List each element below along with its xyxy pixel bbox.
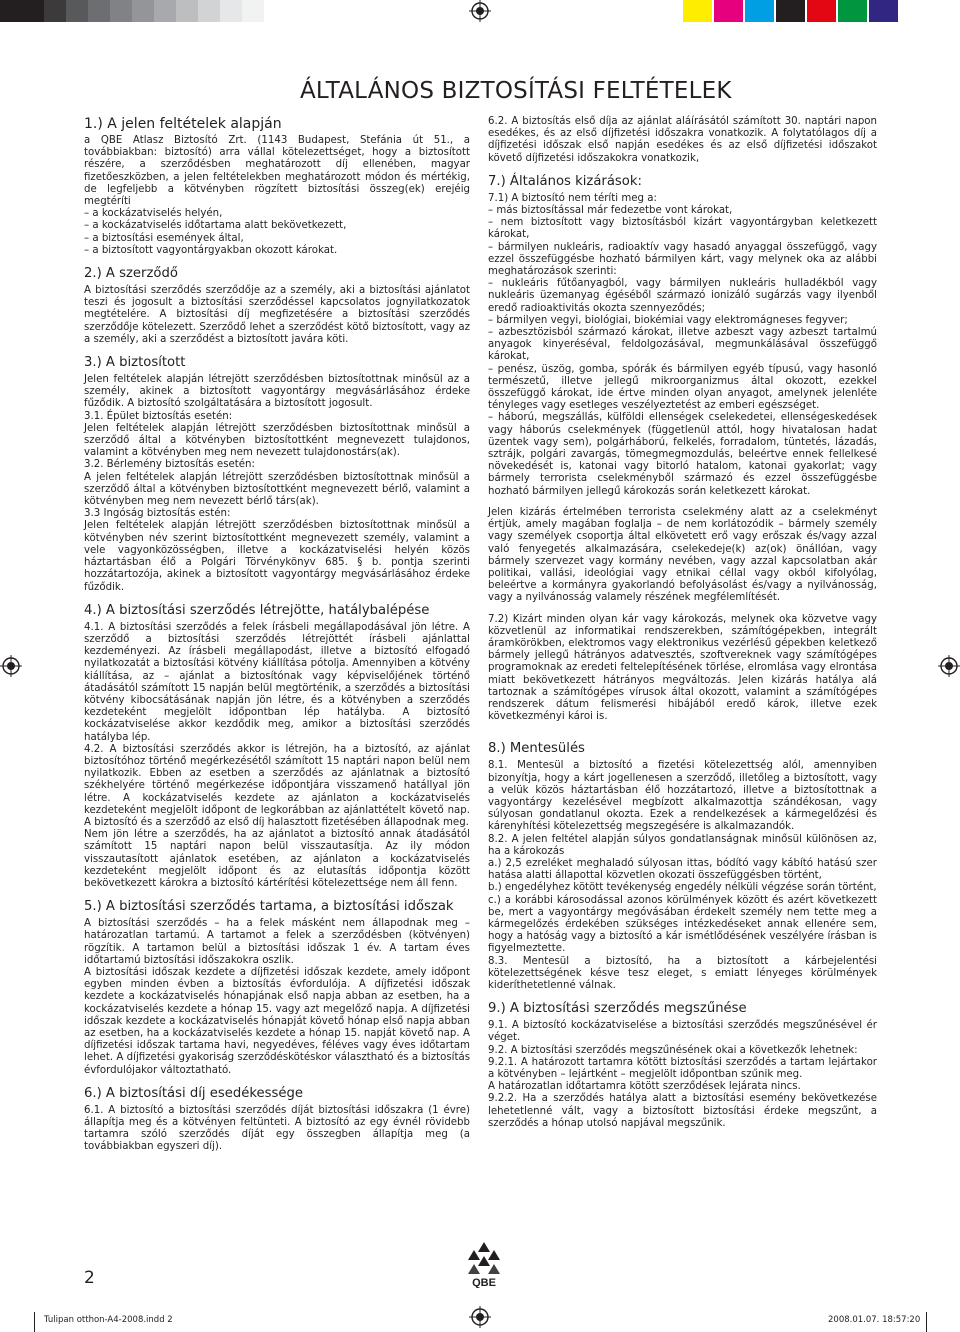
paragraph: b.) engedélyhez kötött tevékenység engedély nélküli végzése során történt, <box>488 882 877 894</box>
section-heading: 4.) A biztosítási szerződés létrejötte, hatálybalépése <box>84 602 430 618</box>
paragraph: 7.2) Kizárt minden olyan kár vagy károkozás, melynek oka közvetve vagy közvetlenül az informatikai rendszerekben, számítógépekben, integrált áramkörökben, elektromos vagy elektronikus vezérlésű gépekben keletkező bármely jellegű hátrányos adatvesztés, szoftvereknek vagy számítógépes programoknak az eredeti feltelepítésének törlése, elromlása vagy elrontása miatt bekövetkezett hátrányos megváltozás. Jelen kizárás hatálya alá tartoznak a számítógépes vírusok által okozott, valamint a számítógépes rendszerek dátum felismerési hibájából eredő károk, illetve ezek következményi károi is. <box>488 613 877 723</box>
gray-swatch <box>242 0 265 22</box>
process-color-swatch <box>714 0 743 22</box>
crop-mark <box>926 1312 927 1332</box>
paragraph: Jelen kizárás értelmében terrorista cselekmény alatt az a cselekményt értjük, amely magában foglalja – de nem korlátozódik – bármely személy vagy személyek csoportja által elkövetett erő vagy erőszak és/vagy azzal való fenyegetés alkalmazására, cselekedeje(k) az(ok) önállóan, vagy bármely szervezet vagy kormány nevében, vagy azzal kapcsolatban akár politikai, vallási, ideológiai vagy etnikai céllal vagy okból kifolyólag, beleértve a kormányra gyakorlandó befolyásolást és/vagy a nyilvánosság, vagy a nyilvánosság valamely részének megfélemlítését. <box>488 506 877 604</box>
section-heading: 8.) Mentesülés <box>488 741 585 757</box>
gray-swatch <box>176 0 199 22</box>
paragraph: 9.1. A biztosító kockázatviselése a biztosítási szerződés megszűnésével ér véget. <box>488 1020 877 1044</box>
left-column <box>84 116 470 1154</box>
process-color-swatch <box>776 0 805 22</box>
logo-text: QBE <box>472 1277 496 1288</box>
page-number: 2 <box>84 1268 95 1288</box>
paragraph: – a kockázatviselés helyén, <box>84 208 223 220</box>
qbe-logo-icon <box>462 1240 506 1288</box>
paragraph: – más biztosítással már fedezetbe vont károkat, <box>488 205 733 217</box>
paragraph-gap <box>488 605 877 614</box>
paragraph: A biztosítási szerződés – ha a felek másként nem állapodnak meg – határozatlan tartamú. A tartamot a felek a szerződésben (kötvényen) rögzítik. A tartamon belül a biztosítási időszak 1 év. A tartam éves időtartamú biztosítási időszakokra oszlik. <box>84 918 470 966</box>
paragraph: – bármilyen vegyi, biológiai, biokémiai vagy elektromágneses fegyver; <box>488 314 848 326</box>
paragraph: 8.3. Mentesül a biztosító, ha a biztosított a kárbejelentési kötelezettségének késve tesz eleget, s emiatt lényeges körülmények kideríthetetlenné válnak. <box>488 955 877 991</box>
paragraph: 3.3 Ingóság biztosítás estén: <box>84 508 231 520</box>
gray-swatch <box>198 0 221 22</box>
registration-mark-icon <box>469 0 491 22</box>
process-color-swatch <box>807 0 836 22</box>
gray-swatch <box>264 0 287 22</box>
crop-mark <box>34 1312 35 1332</box>
section-heading: 6.) A biztosítási díj esedékessége <box>84 1085 303 1101</box>
paragraph: c.) a korábbi károsodással azonos körülmények között és azért következett be, mert a vagyontárgy megóvásában érdekelt személy nem tette meg a kármegelőzés érdekében szükséges intézkedéseket annak ellenére sem, hogy a hatóság vagy a biztosító a kár ismétlődésének veszélyére írásban is figyelmeztette. <box>488 894 877 955</box>
paragraph: 8.2. A jelen feltétel alapján súlyos gondatlanságnak minősül különösen az, ha a károkozás <box>488 833 877 857</box>
qbe-logo <box>462 1240 506 1288</box>
paragraph-gap <box>488 723 877 732</box>
slug-filename: Tulipan otthon-A4-2008.indd 2 <box>44 1315 173 1325</box>
section-heading: 9.) A biztosítási szerződés megszűnése <box>488 1001 747 1017</box>
paragraph: – nem biztosított vagy biztosításból kizárt vagyontárgyban keletkezett károkat, <box>488 217 877 241</box>
paragraph: Jelen feltételek alapján létrejött szerződésben biztosítottnak minősül a szerződő által a kötvényben biztosítottként megnevezett tulajdonos, valamint a kötvényben meg nem nevezett tulajdonostárs(ak). <box>84 422 470 459</box>
paragraph: 6.1. A biztosító a biztosítási szerződés díját biztosítási időszakra (1 évre) állapítja meg és a kötvényen feltünteti. A biztosító az egy évnél rövidebb tartamra szóló szerződés díját egy összegben állapítja meg (a továbbiakban egyszeri díj). <box>84 1104 470 1153</box>
paragraph: 4.1. A biztosítási szerződés a felek írásbeli megállapodásával jön létre. A szerződő a biztosítási szerződés létrejöttét írásbeli ajánlattal kezdeményezi. Az írásbeli megállapodást, illetve a biztosító elfogadó nyilatkozatát a biztosítási kötvény kiállítása pótolja. Amennyiben a kötvény kiállítása, az – ajánlat a biztosítónak vagy képviselőjének történő átadásától számított 15 napján belül megtörténik, a szerződés a biztosítási kötvény kibocsátásának napján jön létre, és a kötvényben a szerződés kezdeteként megjelölt időpontban lép hatályba. A biztosító kockázatviselése akkor kezdődik meg, amikor a biztosítási szerződés hatályba lép. <box>84 621 470 743</box>
paragraph: Jelen feltételek alapján létrejött szerződésben biztosítottnak minősül az a személy, akinek a biztosított vagyontárgy megvásárlásához érdeke fűződik. A biztosító szolgáltatására a biztosított jogosult. <box>84 374 470 410</box>
process-color-swatch <box>838 0 867 22</box>
paragraph: – azbesztözisból származó károkat, illetve azbeszt vagy azbeszt tartalmú anyagok kinyeréséval, feldolgozásával, megmunkálásával összefüggő károkat, <box>488 327 877 363</box>
paragraph: Nem jön létre a szerződés, ha az ajánlatot a biztosító annak átadásától számított 15 naptári napon belül visszautasítja. Az ily módon visszautasított ajánlatok esetében, az ajánlaton a kockázatviselés kezdeteként megjelölt időpont és az elutasítás időpontja között bekövetkezett károkra a biztosító kártérítési kötelezettsége nem áll fenn. <box>84 829 470 889</box>
paragraph: 7.1) A biztosító nem téríti meg a: <box>488 192 657 204</box>
paragraph: 4.2. A biztosítási szerződés akkor is létrejön, ha a biztosító, az ajánlat biztosítóhoz történő megérkezésétől számított 15 naptári napon belül nem nyilatkozik. Ebben az esetben a szerződés az ajánlatnak a biztosító székhelyére történő megérkezése időpontjára visszamenő hatállyal jön létre. A kockázatviselés kezdete az ajánlaton a kockázatviselés kezdeteként megjelölt időpont de legkorábban az ajánlattételt követő nap. A biztosító és a szerződő az első díj halasztott fizetésében állapodnak meg. <box>84 743 470 828</box>
paragraph: – a biztosítási események által, <box>84 232 244 244</box>
paragraph-gap <box>488 498 877 507</box>
paragraph: – bármilyen nukleáris, radioaktív vagy hasadó anyaggal összefüggő, vagy ezzel összefüggésbe hozható bármilyen kárt, vagy melynek oka az alábbi meghatározások szerinti: <box>488 241 877 278</box>
section-heading: 7.) Általános kizárások: <box>488 173 642 189</box>
paragraph: – a biztosított vagyontárgyakban okozott károkat. <box>84 244 338 256</box>
paragraph: 6.2. A biztosítás első díja az ajánlat aláírásától számított 30. naptári napon esedékes, és az első díjfizetési időszakra vonatkozik. A folytatólagos díj a díjfizetési időszak első napján esedékes és az első díjfizetési időszakot követő díjfizetési időszakokra vonatkozik, <box>488 116 877 164</box>
registration-mark-icon <box>938 655 960 677</box>
process-color-swatch <box>683 0 712 22</box>
page-title: ÁLTALÁNOS BIZTOSÍTÁSI FELTÉTELEK <box>300 78 732 104</box>
gray-swatch <box>154 0 177 22</box>
paragraph: Jelen feltételek alapján létrejött szerződésben biztosítottnak minősül a kötvényben név szerint biztosítottként megnevezett személy, valamint a vele vagyonközösségben, illetve a kockázatviselési helyén közös háztartásban élő a Polgári Törvénykönyv 685. § b. pontja szerinti hozzátartozója, akinek a biztosított vagyontárgy megvásárlásához érdeke fűződik. <box>84 520 470 593</box>
paragraph: A biztosítási időszak kezdete a díjfizetési időszak kezdete, amely időpont egyben minden évben a biztosítás évfordulója. A díjfizetési időszak kezdete a kockázatviselés hónapjának első napja abban az esetben, ha a kockázatviselés kezdete a hónap 15. vagy azt megelőző napja. A díjfizetési időszak kezdete a kockázatviselés hónapját követő hónap első napja abban az esetben, ha a kockázatviselés kezdete a hónap 15. napját követő nap. A díjfizetési időszak tartama havi, negyedéves, féléves vagy éves időtartam lehet. A díjfizetési gyakoriság szerződéskötéskor választható és a biztosítás évfordulójakor változtatható. <box>84 966 470 1076</box>
paragraph: a.) 2,5 ezreléket meghaladó súlyosan ittas, bódító vagy kábító hatású szer hatása alatti állapottal közvetlen okozati összefüggésben történt, <box>488 857 877 882</box>
paragraph: A jelen feltételek alapján létrejött szerződésben biztosítottnak minősül a szerződő által a kötvényben biztosítottként megnevezett bérlő, valamint a kötvényben meg nem nevezett bérlő társ(ak). <box>84 471 470 508</box>
section-heading: 1.) A jelen feltételek alapján <box>84 116 282 132</box>
paragraph: – penész, üszög, gomba, spórák és bármilyen egyéb típusú, vagy hasonló természetű, illetve jellegű mikroorganizmus által okozott, ezekkel összefüggő károkat, ide értve minden olyan anyagot, amelynek jelenléte tényleges vagy esetleges veszélyeztetést az emberi egészséget. <box>488 363 877 412</box>
gray-swatch <box>66 0 89 22</box>
gray-swatch <box>88 0 111 22</box>
process-color-swatch <box>745 0 774 22</box>
registration-mark-icon <box>469 1306 491 1328</box>
gray-swatch <box>110 0 133 22</box>
paragraph: 8.1. Mentesül a biztosító a fizetési kötelezettség alól, amennyiben bizonyítja, hogy a kárt jogellenesen a szerződő, illetőleg a biztosított, vagy a velük közös háztartásban élő hozzátartozó, illetve a biztosítottnak a vagyontárgy kezelésével megbízott alkalmazottja szándékosan, vagy súlyosan gondatlanul okozta. Ezek a rendelkezések a kármegelőzési és kárenyhítési kötelezettség megszegésére is alkalmazandók. <box>488 760 877 833</box>
paragraph: A határozatlan időtartamra kötött szerződések lejárata nincs. <box>488 1081 801 1093</box>
slug-datetime: 2008.01.07. 18:57:20 <box>828 1315 921 1325</box>
gray-swatch <box>44 0 67 22</box>
paragraph: – nukleáris fűtőanyagból, vagy bármilyen nukleáris hulladékból vagy nukleáris üzemanyag égéséből származó ionizáló sugárzás vagy ilyenből eredő radioaktivitás okozta szennyeződés; <box>488 278 877 314</box>
section-heading: 2.) A szerződő <box>84 266 178 282</box>
section-heading: 3.) A biztosított <box>84 355 186 371</box>
paragraph: 9.2.2. Ha a szerződés hatálya alatt a biztosítási esemény bekövetkezése lehetetlenné vált, vagy a biztosított biztosítási érdeke megszűnt, a szerződés a hónap utolsó napjával megszűnik. <box>488 1093 877 1129</box>
paragraph: 9.2.1. A határozott tartamra kötött biztosítási szerződés a tartam lejártakor a kötvényben – lejártként – megjelölt időpontban szűnik meg. <box>488 1056 877 1081</box>
registration-mark-icon <box>0 655 22 677</box>
section-heading: 5.) A biztosítási szerződés tartama, a biztosítási időszak <box>84 899 454 915</box>
right-column <box>488 116 877 1130</box>
gray-swatch <box>220 0 243 22</box>
paragraph: 3.2. Bérlemény biztosítás esetén: <box>84 459 255 471</box>
paragraph: 9.2. A biztosítási szerződés megszűnésének okai a következők lehetnek: <box>488 1044 858 1056</box>
gray-swatch <box>0 0 23 22</box>
paragraph: – a kockázatviselés időtartama alatt bekövetkezett, <box>84 220 347 232</box>
paragraph: A biztosítási szerződés szerződője az a személy, aki a biztosítási ajánlatot teszi és jogosult a biztosítási szerződéssel kapcsolatos jognyilatkozatok megtételére. A biztosítási díj megfizetésére a biztosítási szerződés szerződője kötelezett. Szerződő lehet a szerződést kötő biztosított, vagy az a személy, aki a szerződést a biztosított javára köti. <box>84 285 470 345</box>
gray-swatch <box>132 0 155 22</box>
process-color-swatch <box>869 0 898 22</box>
paragraph: – háború, megszállás, külföldi ellenségek cselekedetei, ellenségeskedések vagy háborús cselekmények (függetlenül attól, hogy hivatalosan hadat üzentek vagy sem), polgárháború, felkelés, forradalom, tüntetés, lázadás, sztrájk, polgári zavargás, tömegmegmozdulás, beleértve ennek fellelkesé növekedését is, katonai vagy bitorló hatalom, katonai gyakorlat; vagy bármely terrorista cselekményből származó és ezzel összefüggésbe hozható bármilyen jellegű károkozás során keletkezett károkat. <box>488 412 877 497</box>
paragraph: 3.1. Épület biztosítás esetén: <box>84 410 233 422</box>
paragraph: a QBE Atlasz Biztosító Zrt. (1143 Budapest, Stefánia út 51., a továbbiakban: biztosító) arra vállal kötelezettséget, hogy a biztosított részére, a szerződésben meghatározott díj ellenében, magyar fizetőeszközben, a jelen feltételekben meghatározott módon és mértékig, de legfeljebb a kötvényben rögzített biztosítási összeg(ek) erejéig megtéríti <box>84 135 470 208</box>
gray-swatch <box>22 0 45 22</box>
